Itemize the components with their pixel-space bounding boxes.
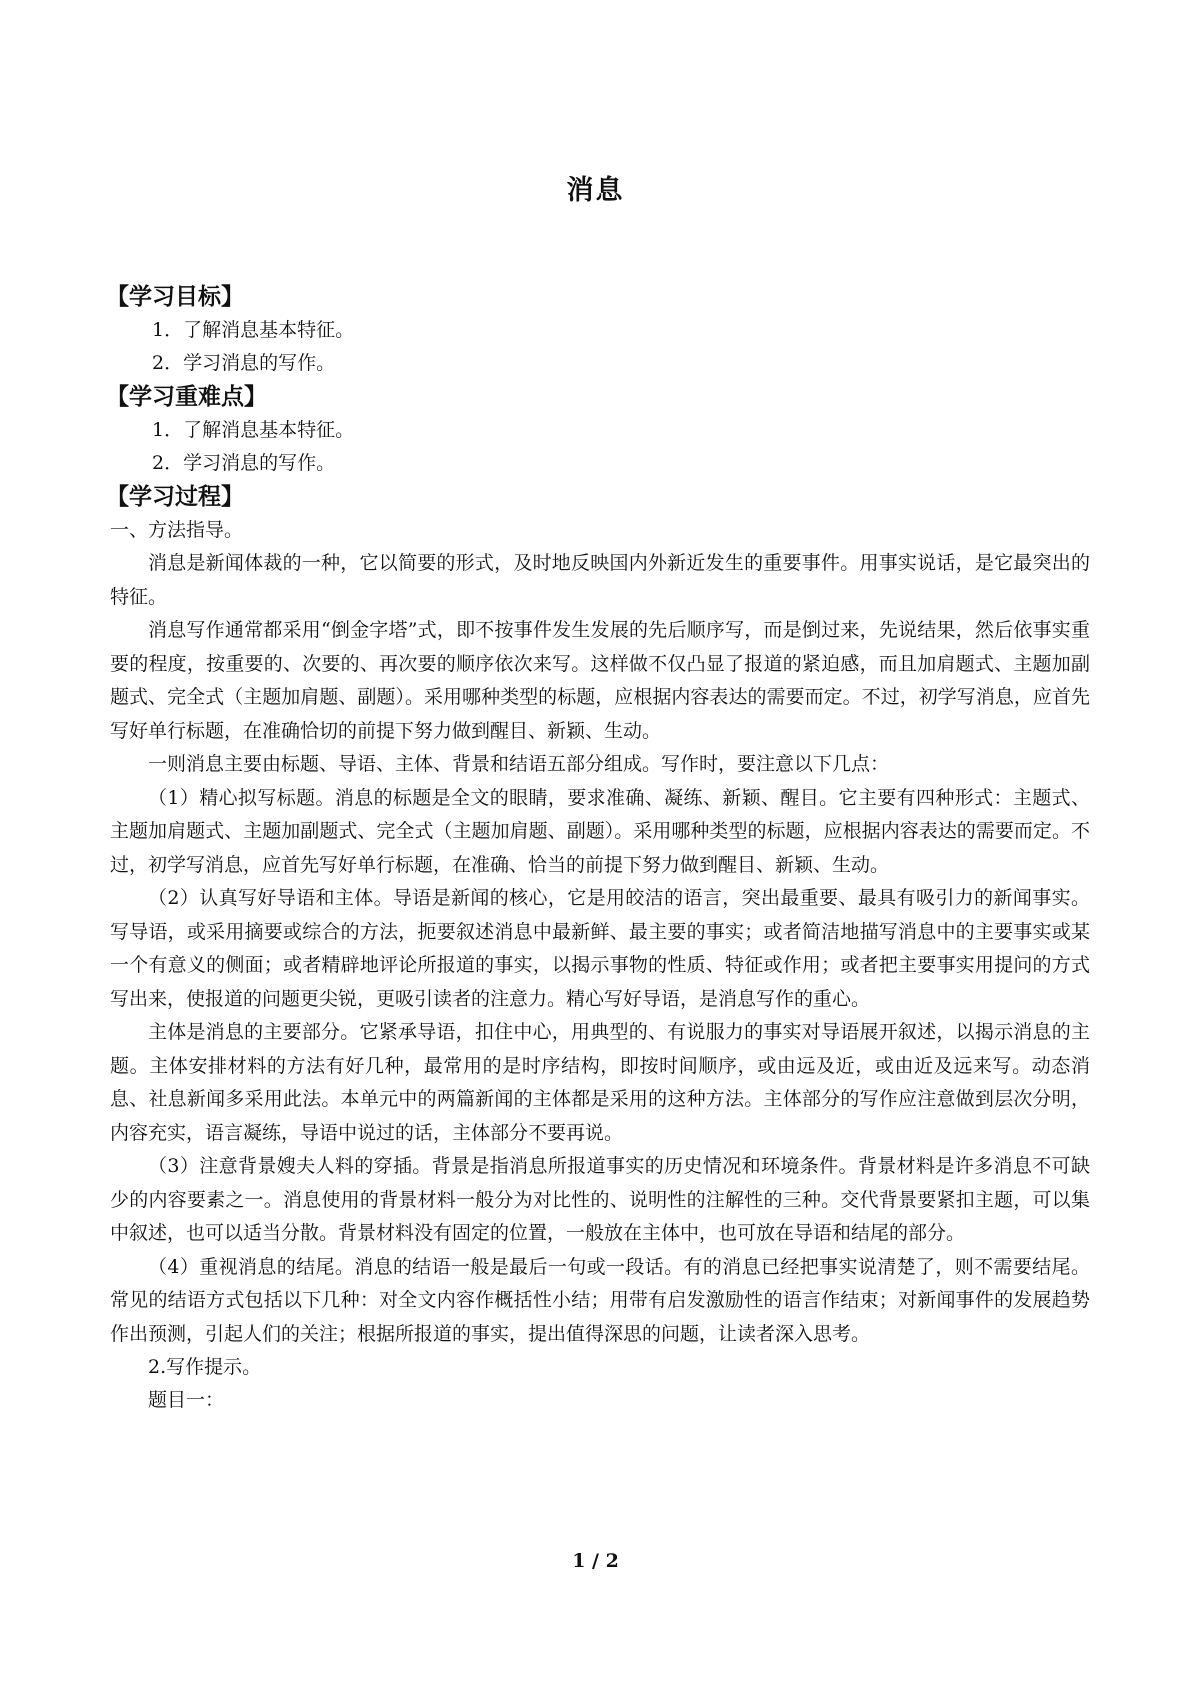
keypoint-item: 1．了解消息基本特征。 [152, 419, 355, 441]
keypoints-heading: 【学习重难点】 [106, 383, 267, 410]
paragraph-ending: （4）重视消息的结尾。消息的结语一般是最后一句或一段话。有的消息已经把事实说清楚了，则不需要结尾。常见的结语方式包括以下几种：对全文内容作概括性小结；用带有启发激励性的语言作结束；对新闻事件的发展趋势作出预测，引起人们的关注；根据所报道的事实，提出值得深思的问题，让读者深入思考。 [110, 1255, 1090, 1345]
keypoint-item: 2．学习消息的写作。 [152, 452, 336, 474]
process-heading: 【学习过程】 [106, 483, 244, 510]
page-title: 消息 [566, 175, 625, 206]
document-body [106, 280, 1090, 1417]
paragraph-definition: 消息是新闻体裁的一种，它以简要的形式，及时地反映国内外新近发生的重要事件。用事实说话，是它最突出的特征。 [110, 552, 1090, 608]
goal-item: 1．了解消息基本特征。 [152, 319, 355, 341]
method-guide-title: 一、方法指导。 [110, 519, 244, 541]
paragraph-inverted-pyramid: 消息写作通常都采用“倒金字塔”式，即不按事件发生发展的先后顺序写，而是倒过来，先说结果，然后依事实重要的程度，按重要的、次要的、再次要的顺序依次来写。这样做不仅凸显了报道的紧迫感，而且加肩题式、主题加副题式、完全式（主题加肩题、副题）。采用哪种类型的标题，应根据内容表达的需要而定。不过，初学写消息，应首先写好单行标题，在准确恰切的前提下努力做到醒目、新颖、生动。 [110, 619, 1090, 742]
paragraph-structure: 一则消息主要由标题、导语、主体、背景和结语五部分组成。写作时，要注意以下几点： [148, 753, 890, 775]
goal-item: 2．学习消息的写作。 [152, 352, 336, 374]
paragraph-background: （3）注意背景嫂夫人料的穿插。背景是指消息所报道事实的历史情况和环境条件。背景材料是许多消息不可缺少的内容要素之一。消息使用的背景材料一般分为对比性的、说明性的注解性的三种。交代背景要紧扣主题，可以集中叙述，也可以适当分散。背景材料没有固定的位置，一般放在主体中，也可放在导语和结尾的部分。 [110, 1155, 1090, 1244]
paragraph-headline: （1）精心拟写标题。消息的标题是全文的眼睛，要求准确、凝练、新颖、醒目。它主要有四种形式：主题式、主题加肩题式、主题加副题式、完全式（主题加肩题、副题）。采用哪种类型的标题，应根据内容表达的需要而定。不过，初学写消息，应首先写好单行标题，在准确、恰当的前提下努力做到醒目、新颖、生动。 [110, 786, 1090, 876]
topic-one-label: 题目一： [148, 1389, 225, 1411]
paragraph-body: 主体是消息的主要部分。它紧承导语，扣住中心，用典型的、有说服力的事实对导语展开叙述，以揭示消息的主题。主体安排材料的方法有好几种，最常用的是时序结构，即按时间顺序，或由远及近，或由近及远来写。动态消息、社息新闻多采用此法。本单元中的两篇新闻的主体都是采用的这种方法。主体部分的写作应注意做到层次分明，内容充实，语言凝练，导语中说过的话，主体部分不要再说。 [110, 1021, 1090, 1144]
page-number: 1 / 2 [572, 1550, 619, 1572]
paragraph-lead: （2）认真写好导语和主体。导语是新闻的核心，它是用皎洁的语言，突出最重要、最具有吸引力的新闻事实。写导语，或采用摘要或综合的方法，扼要叙述消息中最新鲜、最主要的事实；或者简洁地描写消息中的主要事实或某一个有意义的侧面；或者精辟地评论所报道的事实，以揭示事物的性质、特征或作用；或者把主要事实用提问的方式写出来，使报道的问题更尖锐，更吸引读者的注意力。精心写好导语，是消息写作的重心。 [110, 887, 1090, 1010]
writing-tips-title: 2.写作提示。 [148, 1356, 262, 1378]
goals-heading: 【学习目标】 [106, 283, 244, 310]
